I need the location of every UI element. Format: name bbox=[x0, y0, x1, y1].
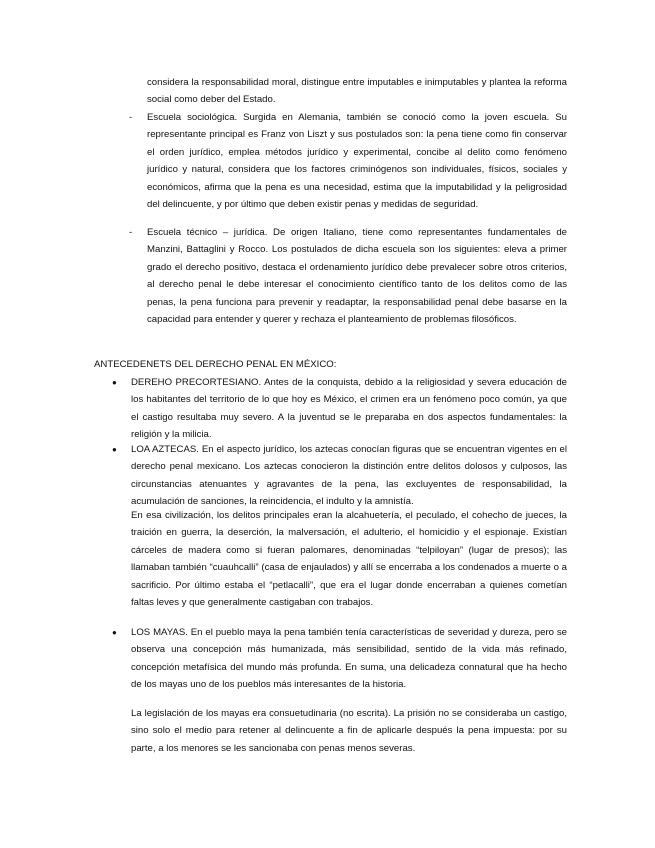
dash-marker: - bbox=[129, 112, 133, 123]
precortesiano-paragraph: DEREHO PRECORTESIANO. Antes de la conquista, debido a la religiosidad y severa educación de los habitantes del territorio de lo que hoy es México, el crimen era un fenómeno poco común, ya que el castigo resultaba muy severo. A la juventud se le preparaba en dos aspectos fundamentales: la religión y la milicia. bbox=[131, 377, 567, 441]
bullet-icon: ● bbox=[112, 445, 117, 454]
aztecas-paragraph-1: LOA AZTECAS. En el aspecto jurídico, los aztecas conocían figuras que se encuentran vigentes en el derecho penal mexicano. Los aztecas conocieron la distinción entre delitos dolosos y culposos, las circunstancias atenuantes y agravantes de la pena, las excluyentes de responsabilidad, la acumulación de sanciones, la reincidencia, el indulto y la amnistía. bbox=[131, 444, 567, 508]
school-technical-juridical: Escuela técnico – jurídica. De origen Italiano, tiene como representantes fundamentales de Manzini, Battaglini y Rocco. Los postulados de dicha escuela son los siguientes: eleva a primer grado el derecho positivo, destaca el ordenamiento jurídico debe prevalecer sobre otros criterios, al derecho penal le debe interesar el conocimiento científico tanto de los delitos como de las penas, la pena funciona para prevenir y readaptar, la responsabilidad penal debe basarse en la capacidad para entender y querer y rechaza el planteamiento de problemas filosóficos. bbox=[147, 227, 567, 326]
mayas-paragraph-2: La legislación de los mayas era consuetudinaria (no escrita). La prisión no se consideraba un castigo, sino solo el medio para retener al delincuente a fin de aplicarle después la pena impuesta: por su parte, a los menores se les sancionaba con penas menos severas. bbox=[131, 708, 567, 754]
intro-continuation: considera la responsabilidad moral, distingue entre imputables e inimputables y plantea la reforma social como deber del Estado. bbox=[147, 77, 567, 106]
section-heading: ANTECEDENETS DEL DERECHO PENAL EN MÉXICO: bbox=[94, 359, 337, 370]
mayas-paragraph-1: LOS MAYAS. En el pueblo maya la pena también tenía características de severidad y dureza, pero se observa una concepción más humanizada, más sensibilidad, sentido de la vida más refinado, concepción metafísica del mundo más profunda. En suma, una delicadeza connatural que ha hecho de los mayas uno de los pueblos más interesantes de la historia. bbox=[131, 627, 567, 691]
school-sociological: Escuela sociológica. Surgida en Alemania, también se conoció como la joven escuela. Su representante principal es Franz von Liszt y sus postulados son: la pena tiene como fin conservar el orden jurídico, emplea métodos jurídico y experimental, concibe al delito como fenómeno jurídico y natural, considera que los factores criminógenos son individuales, físicos, sociales y económicos, afirma que la pena es una necesidad, estima que la imputabilidad y la peligrosidad del delincuente, y por último que deben existir penas y medidas de seguridad. bbox=[147, 112, 567, 211]
dash-marker: - bbox=[129, 227, 133, 238]
aztecas-paragraph-2: En esa civilización, los delitos principales eran la alcahuetería, el peculado, el cohecho de jueces, la traición en guerra, la deserción, la malversación, el adulterio, el homicidio y el espionaje. Existían cárceles de madera como si fueran palomares, denominadas “telpiloyan” (lugar de presos); las llamaban también “cuauhcalli” (casa de enjaulados) y allí se encerraba a los condenados a muerte o a sacrificio. Por último estaba el “petlacalli”, que era el lugar donde encerraban a quienes cometían faltas leves y que generalmente castigaban con trabajos. bbox=[131, 510, 567, 609]
bullet-icon: ● bbox=[112, 378, 117, 387]
bullet-icon: ● bbox=[112, 628, 117, 637]
